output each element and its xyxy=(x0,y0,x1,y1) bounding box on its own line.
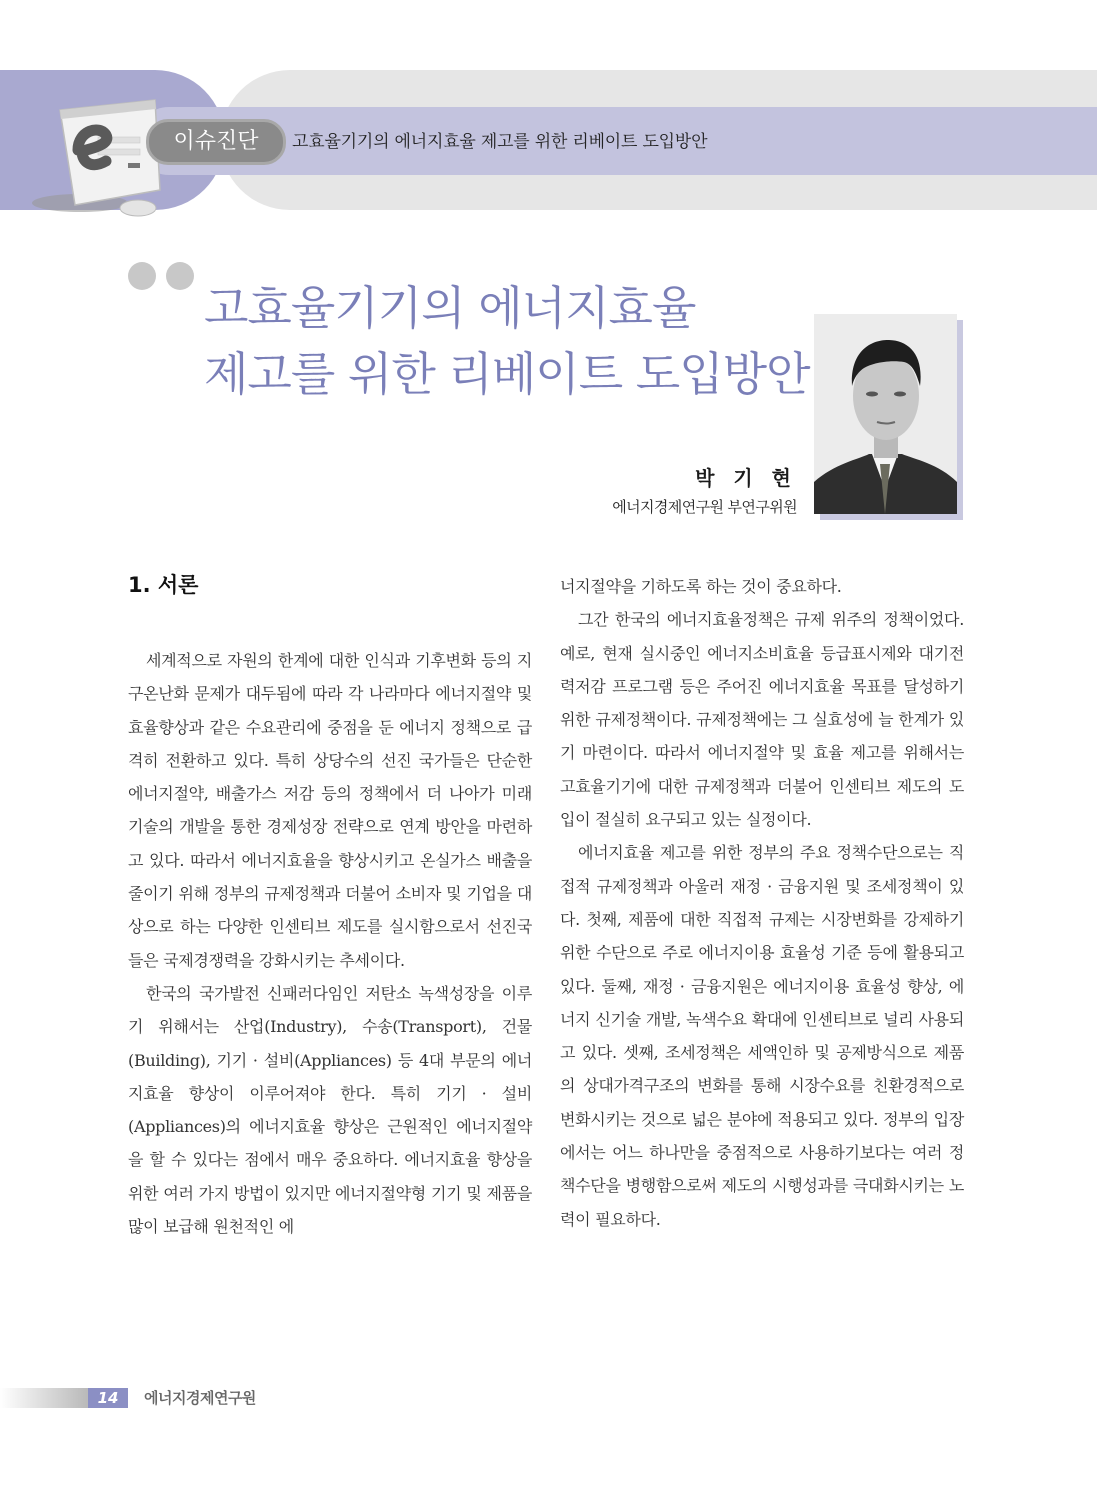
body-column-left xyxy=(128,570,532,1243)
footer-gradient-bar xyxy=(0,1388,88,1408)
article-title xyxy=(204,275,810,407)
section-heading: 1. 서론 xyxy=(128,573,199,597)
footer-publisher: 에너지경제연구원 xyxy=(144,1389,256,1407)
author-affiliation: 에너지경제연구원 부연구위원 xyxy=(612,498,797,516)
author-name: 박 기 현 xyxy=(695,466,797,490)
body-paragraph: 너지절약을 기하도록 하는 것이 중요하다. xyxy=(560,577,842,596)
body-paragraph: 세계적으로 자원의 한계에 대한 인식과 기후변화 등의 지구온난화 문제가 대두됨에 따라 각 나라마다 에너지절약 및 효율향상과 같은 수요관리에 중점을 둔 에너지 정책으로 급격히 전환하고 있다. 특히 상당수의 선진 국가들은 단순한 에너지절약, 배출가스 저감 등의 정책에서 더 나아가 미래 기술의 개발을 통한 경제성장 전략으로 연계 방안을 마련하고 있다. 따라서 에너지효율을 향상시키고 온실가스 배출을 줄이기 위해 정부의 규제정책과 더불어 소비자 및 기업을 대상으로 하는 다양한 인센티브 제도를 실시함으로서 선진국들은 국제경쟁력을 강화시키는 추세이다. xyxy=(128,651,532,970)
running-title: 고효율기기의 에너지효율 제고를 위한 리베이트 도입방안 xyxy=(292,132,708,152)
body-paragraph: 에너지효율 제고를 위한 정부의 주요 정책수단으로는 직접적 규제정책과 아울러 재정 · 금융지원 및 조세정책이 있다. 첫째, 제품에 대한 직접적 규제는 시장변화를 강제하기 위한 수단으로 주로 에너지이용 효율성 기준 등에 활용되고 있다. 둘째, 재정 · 금융지원은 에너지이용 효율성 향상, 에너지 신기술 개발, 녹색수요 확대에 인센티브로 널리 사용되고 있다. 셋째, 조세정책은 세액인하 및 공제방식으로 제품의 상대가격구조의 변화를 통해 시장수요를 친환경적으로 변화시키는 것으로 넓은 분야에 적용되고 있다. 정부의 입장에서는 어느 하나만을 중점적으로 사용하기보다는 여러 정책수단을 병행함으로써 제도의 시행성과를 극대화시키는 노력이 필요하다. xyxy=(560,843,964,1229)
author-portrait-icon xyxy=(814,314,957,514)
article-title-line: 고효율기기의 에너지효율 xyxy=(204,281,696,335)
article-title-line: 제고를 위한 리베이트 도입방안 xyxy=(204,347,810,401)
title-bullet-dot xyxy=(166,262,194,290)
body-paragraph: 그간 한국의 에너지효율정책은 규제 위주의 정책이었다. 예로, 현재 실시중인 에너지소비효율 등급표시제와 대기전력저감 프로그램 등은 주어진 에너지효율 목표를 달성하기 위한 규제정책이다. 규제정책에는 그 실효성에 늘 한계가 있기 마련이다. 따라서 에너지절약 및 효율 제고를 위해서는 고효율기기에 대한 규제정책과 더불어 인센티브 제도의 도입이 절실히 요구되고 있는 실정이다. xyxy=(560,610,964,830)
title-bullet-dot xyxy=(128,262,156,290)
section-badge: 이슈진단 xyxy=(146,119,286,165)
body-paragraph: 한국의 국가발전 신패러다임인 저탄소 녹색성장을 이루기 위해서는 산업(Industry), 수송(Transport), 건물(Building), 기기 · 설비(Appliances) 등 4대 부문의 에너지효율 향상이 이루어져야 한다. 특히 기기 · 설비(Appliances)의 에너지효율 향상은 근원적인 에너지절약을 할 수 있다는 점에서 매우 중요하다. 에너지효율 향상을 위한 여러 가지 방법이 있지만 에너지절약형 기기 및 제품을 많이 보급해 원천적인 에 xyxy=(128,983,532,1237)
page-number: 14 xyxy=(88,1388,128,1408)
author-photo xyxy=(814,314,957,514)
e-browser-icon xyxy=(20,95,170,220)
body-column-right xyxy=(560,570,964,1236)
